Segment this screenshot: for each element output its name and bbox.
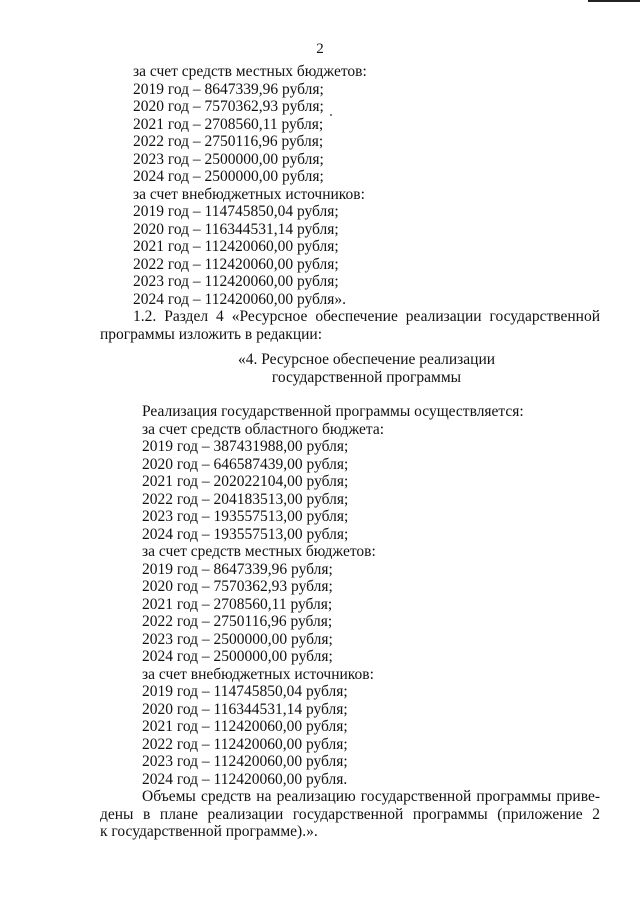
funding-line: 2023 год – 112420060,00 рубля; bbox=[142, 753, 348, 770]
closing-line-2-wrap bbox=[100, 806, 600, 823]
section-header-local-budgets: за счет средств местных бюджетов: bbox=[142, 543, 376, 560]
page-number: 2 bbox=[316, 41, 324, 57]
funding-line: 2023 год – 2500000,00 рубля; bbox=[133, 150, 324, 168]
closing-line-2: дены в плане реализации государственной программы (приложение 2 bbox=[100, 805, 600, 823]
funding-line: 2021 год – 2708560,11 рубля; bbox=[142, 595, 333, 613]
funding-line: 2021 год – 112420060,00 рубля; bbox=[142, 718, 348, 735]
funding-line: 2024 год – 2500000,00 рубля; bbox=[142, 648, 333, 665]
funding-line: 2019 год – 8647339,96 рубля; bbox=[133, 80, 324, 98]
closing-line-1-wrap bbox=[142, 788, 600, 805]
clause-line-1: 1.2. Раздел 4 «Ресурсное обеспечение реализации государственной bbox=[133, 308, 600, 325]
funding-line: 2022 год – 112420060,00 рубля; bbox=[142, 735, 348, 753]
section-heading-line-2: государственной программы bbox=[271, 369, 462, 386]
funding-line: 2020 год – 116344531,14 рубля; bbox=[142, 700, 348, 718]
funding-line: 2024 год – 112420060,00 рубля. bbox=[142, 770, 348, 788]
funding-line: 2019 год – 8647339,96 рубля; bbox=[142, 560, 333, 578]
scan-speck bbox=[330, 114, 332, 116]
section-header-regional-budget: за счет средств областного бюджета: bbox=[142, 420, 385, 438]
funding-line: 2021 год – 2708560,11 рубля; bbox=[133, 115, 324, 133]
funding-line: 2020 год – 116344531,14 рубля; bbox=[133, 220, 339, 238]
funding-line: 2019 год – 114745850,04 рубля; bbox=[142, 683, 348, 700]
funding-line: 2019 год – 387431988,00 рубля; bbox=[142, 438, 349, 455]
section-header-extra-budgetary: за счет внебюджетных источников: bbox=[133, 185, 365, 203]
clause-line-2: программы изложить в редакции: bbox=[100, 325, 323, 343]
funding-line: 2024 год – 2500000,00 рубля; bbox=[133, 168, 324, 185]
funding-line: 2021 год – 202022104,00 рубля; bbox=[142, 473, 349, 490]
section-heading-line-1: «4. Ресурсное обеспечение реализации bbox=[237, 351, 496, 368]
funding-line: 2024 год – 112420060,00 рубля». bbox=[133, 290, 347, 308]
funding-line: 2019 год – 114745850,04 рубля; bbox=[133, 203, 339, 220]
funding-line: 2020 год – 646587439,00 рубля; bbox=[142, 455, 349, 473]
funding-line: 2022 год – 204183513,00 рубля; bbox=[142, 490, 349, 508]
funding-line: 2022 год – 2750116,96 рубля; bbox=[142, 613, 333, 630]
funding-line: 2024 год – 193557513,00 рубля; bbox=[142, 525, 349, 543]
closing-line-1: Объемы средств на реализацию государственной программы приве- bbox=[142, 788, 600, 805]
funding-line: 2022 год – 112420060,00 рубля; bbox=[133, 255, 339, 273]
scan-edge-mark bbox=[588, 0, 640, 2]
funding-line: 2020 год – 7570362,93 рубля; bbox=[142, 578, 333, 595]
funding-line: 2023 год – 193557513,00 рубля; bbox=[142, 508, 349, 525]
clause-paragraph bbox=[133, 308, 600, 325]
funding-line: 2023 год – 2500000,00 рубля; bbox=[142, 630, 333, 648]
section-heading bbox=[133, 351, 600, 387]
section-header-extra-budgetary: за счет внебюджетных источников: bbox=[142, 665, 374, 683]
funding-line: 2020 год – 7570362,93 рубля; bbox=[133, 98, 324, 115]
closing-line-3: к государственной программе).». bbox=[100, 823, 318, 840]
funding-line: 2021 год – 112420060,00 рубля; bbox=[133, 238, 339, 255]
intro-text: Реализация государственной программы осуществляется: bbox=[142, 403, 524, 420]
funding-line: 2022 год – 2750116,96 рубля; bbox=[133, 133, 324, 150]
section-header-local-budgets: за счет средств местных бюджетов: bbox=[133, 63, 367, 80]
funding-line: 2023 год – 112420060,00 рубля; bbox=[133, 273, 339, 290]
